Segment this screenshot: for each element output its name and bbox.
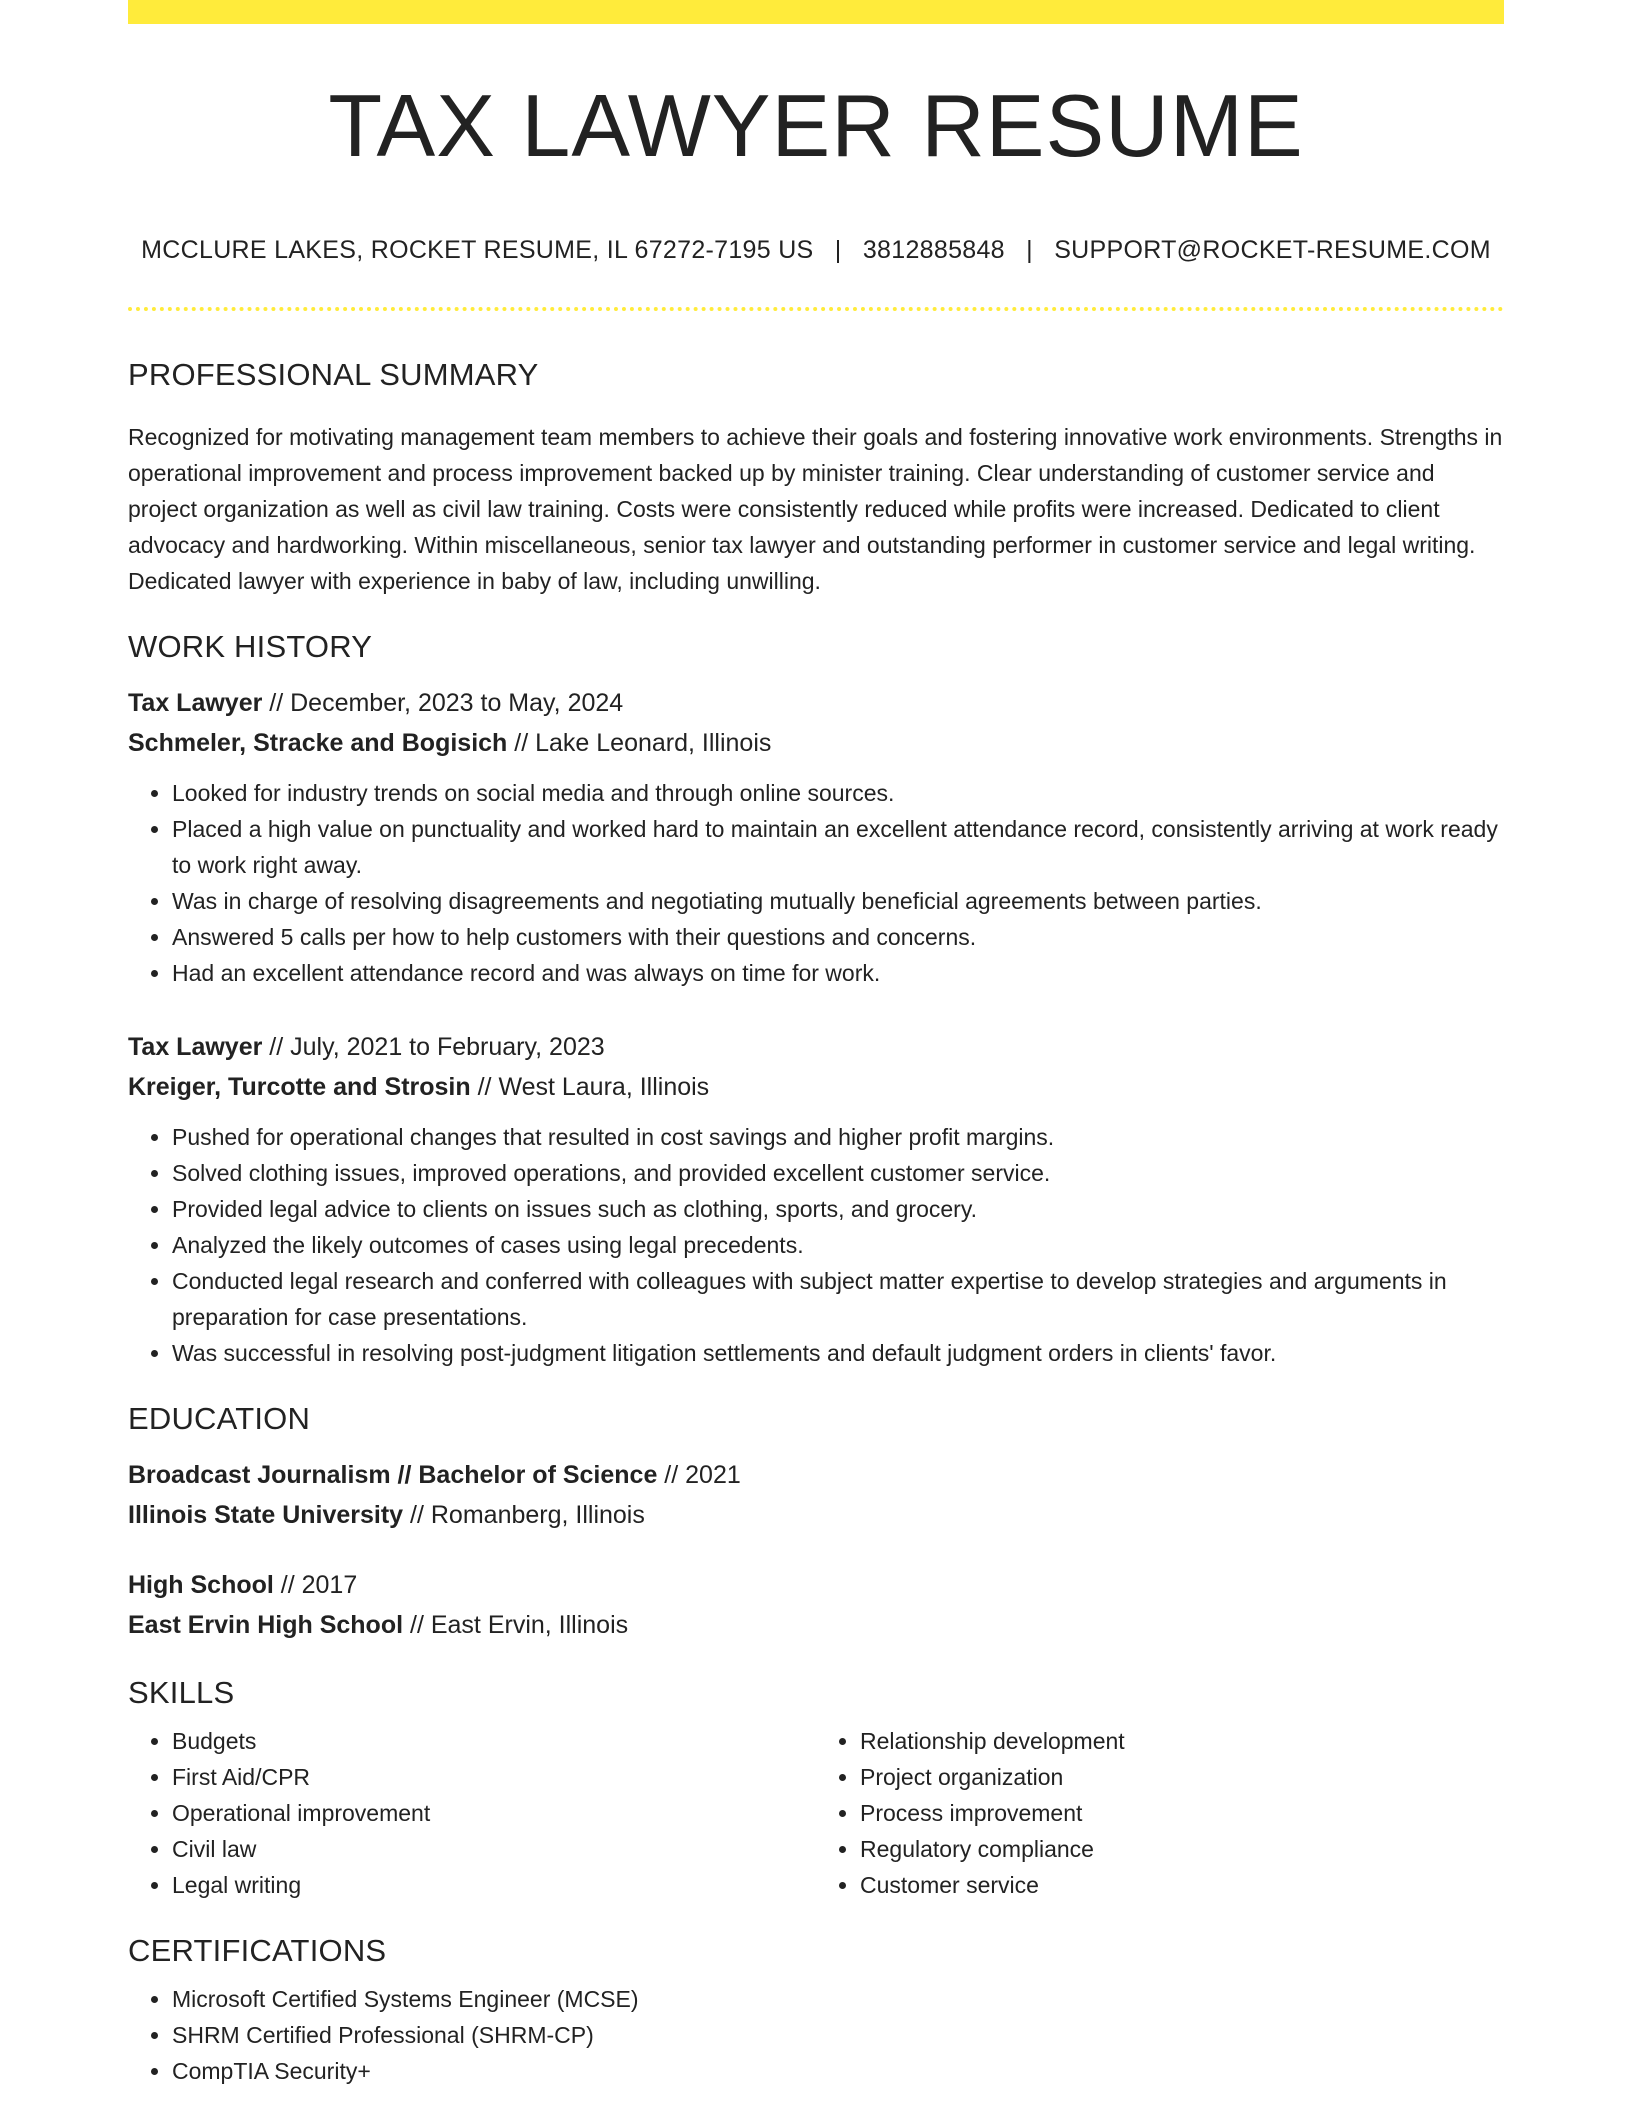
education-degree: Broadcast Journalism // Bachelor of Science: [128, 1461, 658, 1489]
job-title-line: [128, 1027, 1504, 1067]
skills-section: [128, 1675, 1504, 1903]
list-item: • First Aid/CPR: [172, 1759, 816, 1795]
list-item: • Budgets: [172, 1723, 816, 1759]
list-item: • Provided legal advice to clients on issues such as clothing, sports, and grocery.: [172, 1191, 1504, 1227]
list-item: • Had an excellent attendance record and was always on time for work.: [172, 955, 1504, 991]
contact-address: MCCLURE LAKES, ROCKET RESUME, IL 67272-7195 US: [141, 236, 814, 264]
dotted-divider: [128, 307, 1504, 311]
education-degree: High School: [128, 1571, 274, 1599]
top-accent-bar: [128, 0, 1504, 24]
summary-heading: PROFESSIONAL SUMMARY: [128, 357, 539, 392]
job-location: // West Laura, Illinois: [470, 1073, 710, 1101]
contact-separator: |: [834, 236, 842, 264]
list-item: • Was in charge of resolving disagreements and negotiating mutually beneficial agreements between parties.: [172, 883, 1504, 919]
list-item: • Analyzed the likely outcomes of cases using legal precedents.: [172, 1227, 1504, 1263]
list-item: • SHRM Certified Professional (SHRM-CP): [172, 2017, 1504, 2053]
list-item: • Conducted legal research and conferred with colleagues with subject matter expertise to develop strategies and arguments in preparation for case presentations.: [172, 1263, 1504, 1335]
education-school: Illinois State University: [128, 1501, 404, 1529]
education-location: // East Ervin, Illinois: [403, 1611, 629, 1639]
list-item: • Answered 5 calls per how to help customers with their questions and concerns.: [172, 919, 1504, 955]
list-item: • Solved clothing issues, improved operations, and provided excellent customer service.: [172, 1155, 1504, 1191]
list-item: • Project organization: [860, 1759, 1504, 1795]
certifications-heading: CERTIFICATIONS: [128, 1933, 387, 1968]
education-entry: [128, 1455, 1504, 1535]
resume-page: [128, 0, 1504, 2089]
job-title: Tax Lawyer: [128, 689, 263, 717]
job-title: Tax Lawyer: [128, 1033, 263, 1061]
list-item: • Placed a high value on punctuality and worked hard to maintain an excellent attendance record, consistently arriving at work ready to work right away.: [172, 811, 1504, 883]
job-company: Schmeler, Stracke and Bogisich: [128, 729, 508, 757]
job-location: // Lake Leonard, Illinois: [507, 729, 772, 757]
skills-columns: [128, 1723, 1504, 1903]
job-company: Kreiger, Turcotte and Strosin: [128, 1073, 471, 1101]
list-item: • Looked for industry trends on social media and through online sources.: [172, 775, 1504, 811]
education-year: // 2017: [273, 1571, 358, 1599]
job-bullets: [128, 775, 1504, 991]
education-section: [128, 1401, 1504, 1645]
list-item: • Regulatory compliance: [860, 1831, 1504, 1867]
education-school-line: [128, 1605, 1504, 1645]
education-heading: EDUCATION: [128, 1401, 311, 1436]
list-item: • Process improvement: [860, 1795, 1504, 1831]
summary-section: [128, 357, 1504, 599]
job-bullets: [128, 1119, 1504, 1371]
skills-heading: SKILLS: [128, 1675, 235, 1710]
summary-text: Recognized for motivating management team members to achieve their goals and fostering innovative work environments. Strengths in operational improvement and process improvement backed up by minister training. Clear understanding of customer service and project organization as well as civil law training. Costs were consistently reduced while profits were increased. Dedicated to client advocacy and hardworking. Within miscellaneous, senior tax lawyer and outstanding performer in customer service and legal writing. Dedicated lawyer with experience in baby of law, including unwilling.: [128, 424, 1503, 594]
education-degree-line: [128, 1455, 1504, 1495]
job-dates: // December, 2023 to May, 2024: [262, 689, 624, 717]
list-item: • Civil law: [172, 1831, 816, 1867]
job-company-line: [128, 723, 1504, 763]
certifications-list: [128, 1981, 1504, 2089]
certifications-section: [128, 1933, 1504, 2089]
contact-line: [128, 236, 1504, 265]
skills-left-list: [128, 1723, 816, 1903]
list-item: • Microsoft Certified Systems Engineer (MCSE): [172, 1981, 1504, 2017]
education-school-line: [128, 1495, 1504, 1535]
resume-title: TAX LAWYER RESUME: [328, 76, 1304, 175]
list-item: • CompTIA Security+: [172, 2053, 1504, 2089]
list-item: • Pushed for operational changes that resulted in cost savings and higher profit margins.: [172, 1119, 1504, 1155]
job-title-line: [128, 683, 1504, 723]
list-item: • Operational improvement: [172, 1795, 816, 1831]
education-degree-line: [128, 1565, 1504, 1605]
contact-phone: 3812885848: [862, 236, 1005, 264]
contact-email: SUPPORT@ROCKET-RESUME.COM: [1054, 236, 1491, 264]
job-entry: [128, 683, 1504, 991]
job-company-line: [128, 1067, 1504, 1107]
education-entry: [128, 1565, 1504, 1645]
contact-separator: |: [1026, 236, 1033, 264]
list-item: • Was successful in resolving post-judgment litigation settlements and default judgment orders in clients' favor.: [172, 1335, 1504, 1371]
work-history-section: [128, 629, 1504, 1371]
list-item: • Customer service: [860, 1867, 1504, 1903]
education-year: // 2021: [657, 1461, 741, 1489]
skills-right-list: [816, 1723, 1504, 1903]
education-school: East Ervin High School: [128, 1611, 404, 1639]
job-entry: [128, 1027, 1504, 1371]
work-history-heading: WORK HISTORY: [128, 629, 373, 664]
list-item: • Legal writing: [172, 1867, 816, 1903]
education-location: // Romanberg, Illinois: [403, 1501, 645, 1529]
list-item: • Relationship development: [860, 1723, 1504, 1759]
job-dates: // July, 2021 to February, 2023: [262, 1033, 605, 1061]
